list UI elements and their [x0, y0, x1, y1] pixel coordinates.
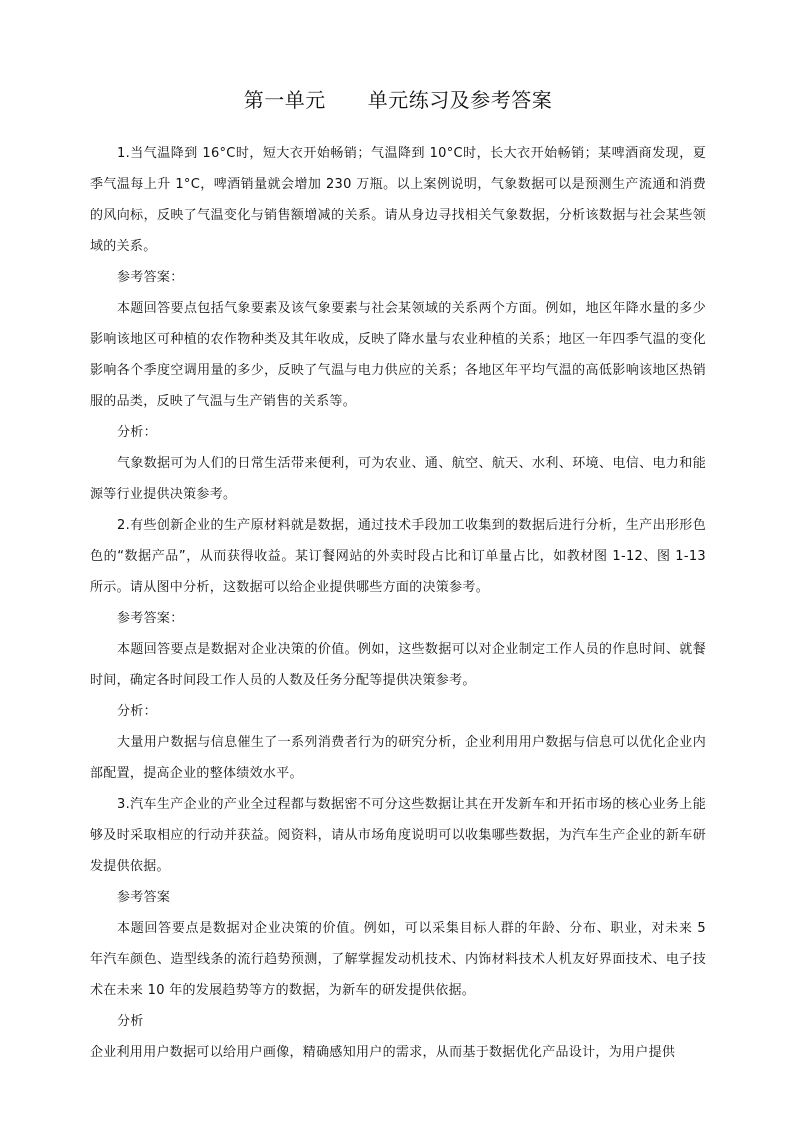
question-1: 1.当气温降到 16°C时，短大衣开始畅销；气温降到 10°C时，长大衣开始畅销；某啤酒商发现，夏季气温每上升 1°C，啤酒销量就会增加 230 万瓶。以上案例说明，气象数据可以是预测生产流通和消费的风向标，反映了气温变化与销售额增减的关系。请从身边寻找相关气象数据，分析该数据与社会某些领域的关系。 — [90, 146, 706, 254]
answer-3: 本题回答要点是数据对企业决策的价值。例如，可以采集目标人群的年龄、分布、职业，对未来 5 年汽车颜色、造型线条的流行趋势预测，了解掌握发动机技术、内饰材料技术人机友好界面技术、电子技术在未来 10 年的发展趋势等方的数据，为新车的研发提供依据。 — [90, 921, 706, 998]
question-2: 2.有些创新企业的生产原材料就是数据，通过技术手段加工收集到的数据后进行分析，生产出形形色色的“数据产品”，从而获得收益。某订餐网站的外卖时段占比和订单量占比，如教材图 1-12、图 1-13 所示。请从图中分析，这数据可以给企业提供哪些方面的决策参考。 — [90, 518, 706, 595]
answer-label-1: 参考答案： — [117, 270, 184, 285]
analysis-label-3: 分析 — [117, 1014, 144, 1029]
answer-label-2: 参考答案： — [117, 611, 184, 626]
analysis-3: 企业利用用户数据可以给用户画像，精确感知用户的需求，从而基于数据优化产品设计，为用户提供 — [90, 1045, 676, 1060]
answer-1: 本题回答要点包括气象要素及该气象要素与社会某领域的关系两个方面。例如，地区年降水量的多少影响该地区可种植的农作物种类及其年收成，反映了降水量与农业种植的关系；地区一年四季气温的变化影响各个季度空调用量的多少，反映了气温与电力供应的关系；各地区年平均气温的高低影响该地区热销服的品类，反映了气温与生产销售的关系等。 — [90, 301, 706, 409]
question-3: 3.汽车生产企业的产业全过程都与数据密不可分这些数据让其在开发新车和开拓市场的核心业务上能够及时采取相应的行动并获益。阅资料，请从市场角度说明可以收集哪些数据，为汽车生产企业的新车研发提供依据。 — [90, 797, 706, 874]
page-title — [90, 84, 706, 116]
analysis-label-2: 分析： — [117, 704, 157, 719]
document-body — [90, 138, 706, 1068]
title-subtitle: 单元练习及参考答案 — [367, 88, 553, 112]
analysis-2: 大量用户数据与信息催生了一系列消费者行为的研究分析，企业利用用户数据与信息可以优化企业内部配置，提高企业的整体绩效水平。 — [90, 735, 706, 781]
answer-2: 本题回答要点是数据对企业决策的价值。例如，这些数据可以对企业制定工作人员的作息时间、就餐时间，确定各时间段工作人员的人数及任务分配等提供决策参考。 — [90, 642, 706, 688]
title-unit: 第一单元 — [243, 88, 326, 112]
analysis-1: 气象数据可为人们的日常生活带来便利，可为农业、通、航空、航天、水利、环境、电信、电力和能源等行业提供决策参考。 — [90, 456, 706, 502]
analysis-label-1: 分析： — [117, 425, 157, 440]
answer-label-3: 参考答案 — [117, 890, 171, 905]
